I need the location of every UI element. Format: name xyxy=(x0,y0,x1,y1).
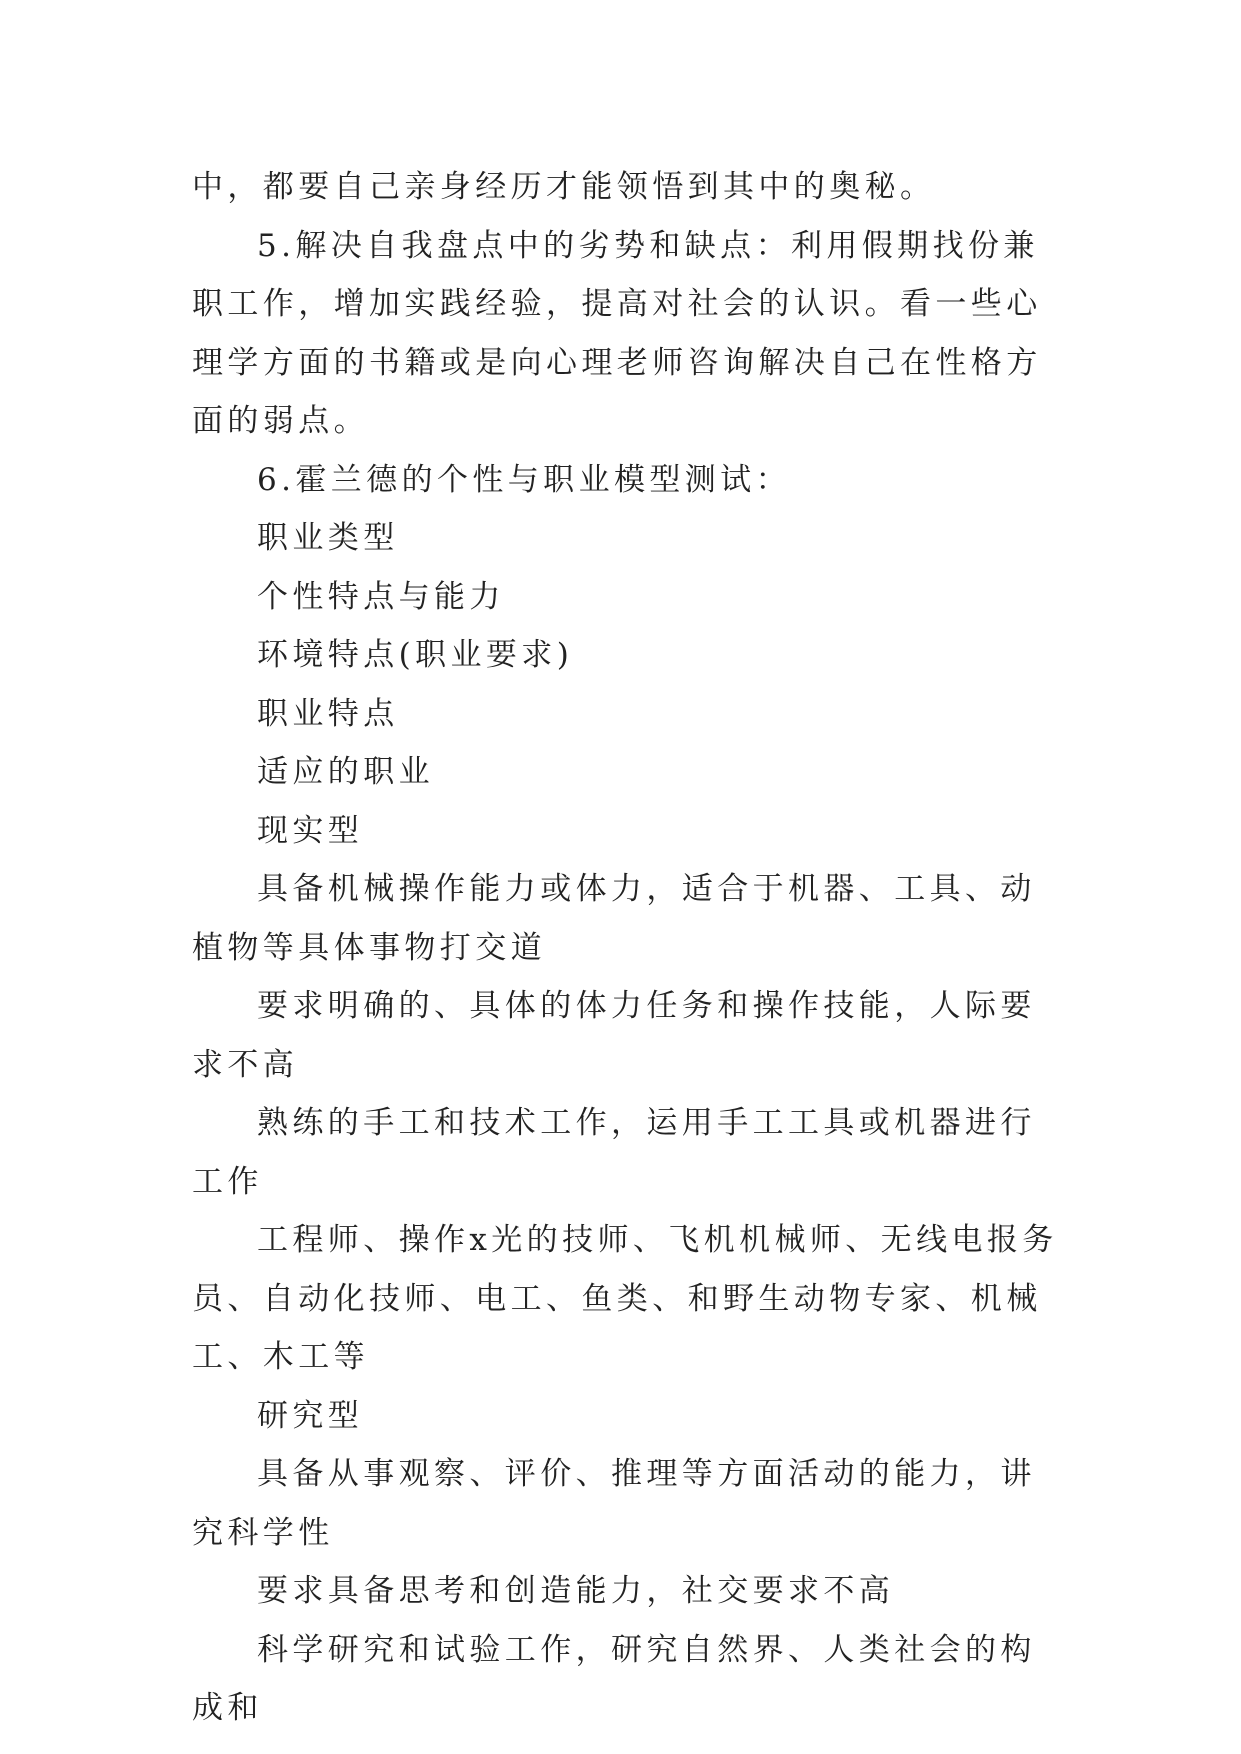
table-header-career-type: 职业类型 xyxy=(257,520,399,556)
investigative-type-label: 研究型 xyxy=(257,1397,364,1434)
realistic-career-features: 熟练的手工和技术工作，运用手工工具或机器进行工作 xyxy=(192,1105,1036,1200)
table-header-career-features: 职业特点 xyxy=(257,695,399,732)
investigative-career-features: 科学研究和试验工作，研究自然界、人类社会的构成和 xyxy=(192,1631,1036,1726)
investigative-environment: 要求具备思考和创造能力，社交要求不高 xyxy=(257,1573,895,1609)
paragraph-item-5: 5.解决自我盘点中的劣势和缺点：利用假期找份兼职工作，增加实践经验，提高对社会的认识。看一些心理学方面的书籍或是向心理老师咨询解决自己在性格方面的弱点。 xyxy=(192,227,1042,439)
investigative-personality: 具备从事观察、评价、推理等方面活动的能力，讲究科学性 xyxy=(192,1456,1036,1551)
realistic-type-label: 现实型 xyxy=(257,812,364,849)
paragraph-item-6: 6.霍兰德的个性与职业模型测试： xyxy=(257,461,791,498)
table-header-suitable-careers: 适应的职业 xyxy=(257,754,434,790)
paragraph-continuation: 中，都要自己亲身经历才能领悟到其中的奥秘。 xyxy=(192,169,936,205)
document-body xyxy=(192,158,1060,1738)
table-header-environment: 环境特点(职业要求) xyxy=(257,637,574,673)
table-header-personality: 个性特点与能力 xyxy=(257,578,505,615)
realistic-personality: 具备机械操作能力或体力，适合于机器、工具、动植物等具体事物打交道 xyxy=(192,871,1036,966)
realistic-environment: 要求明确的、具体的体力任务和操作技能，人际要求不高 xyxy=(192,988,1036,1083)
realistic-suitable-careers: 工程师、操作x光的技师、飞机机械师、无线电报务员、自动化技师、电工、鱼类、和野生动物专家、机械工、木工等 xyxy=(192,1222,1058,1375)
